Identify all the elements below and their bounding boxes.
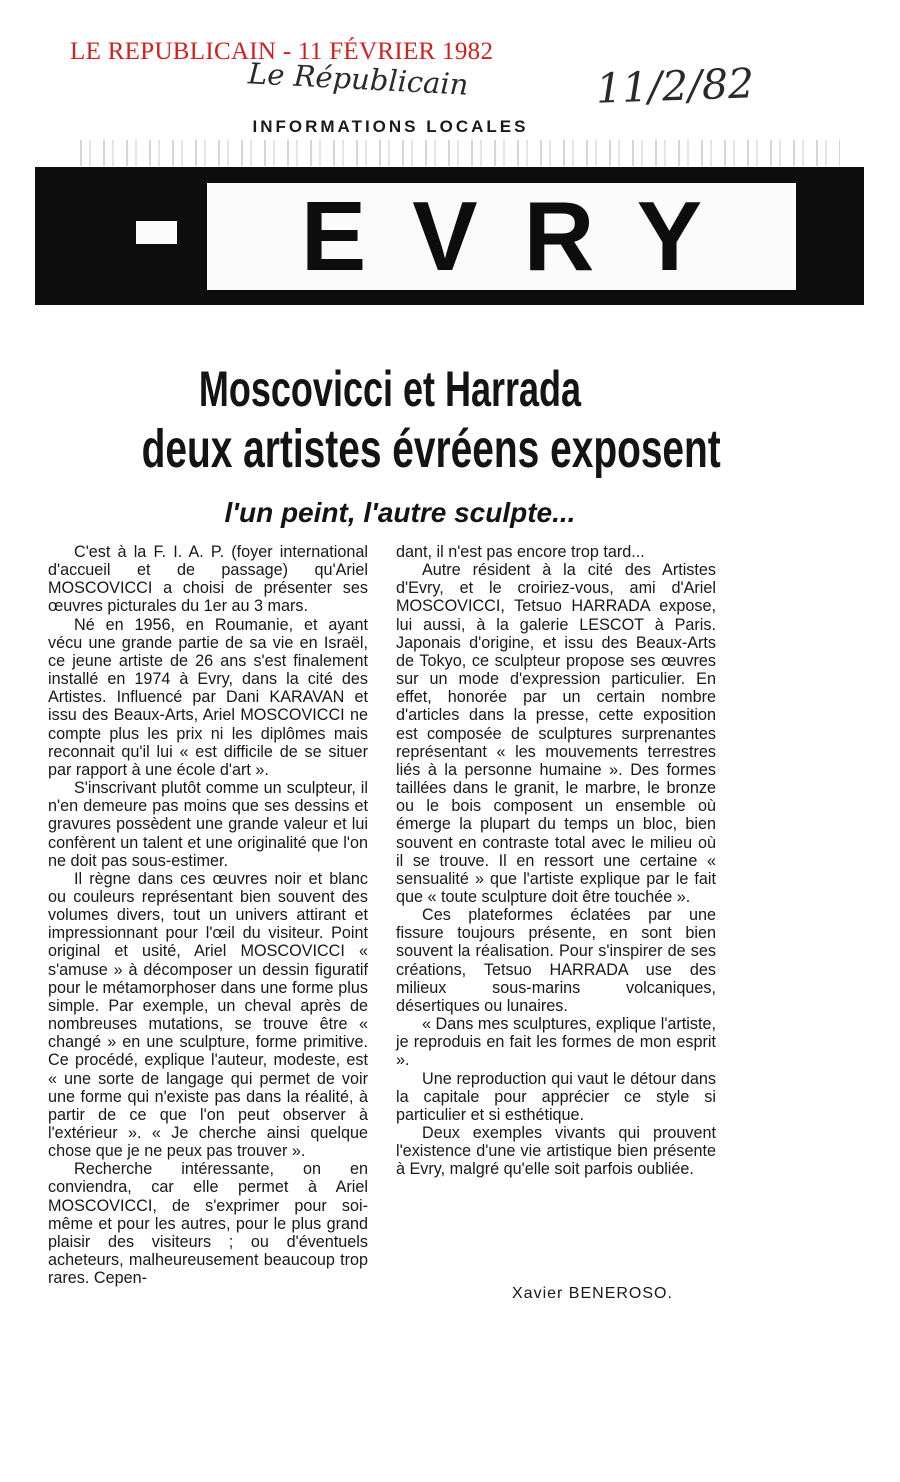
kicker-subtitle: l'un peint, l'autre sculpte...	[224, 497, 576, 528]
masthead-tick-mark	[136, 221, 177, 244]
print-speckle-texture	[80, 140, 840, 166]
paragraph: Il règne dans ces œuvres noir et blanc ou couleurs représentant bien souvent des volumes divers, tout un univers attirant et impressionnant pour l'œil du visiteur. Point original et usité, Ariel MOSCOVICCI « s'amuse » à décomposer un dessin figuratif pour le métamorphoser dans une forme plus simple. Par exemple, un cheval après de nombreuses mutations, se trouve être « changé » en une sculpture, forme primitive. Ce procédé, explique l'auteur, modeste, est « une sorte de langage qui permet de voir une forme qui n'existe pas dans la réalité, à partir de ce que l'on peut observer à l'extérieur ». « Je cherche ainsi quelque chose que je ne peux pas trouver ».	[48, 869, 368, 1161]
source-caption: LE REPUBLICAIN - 11 FÉVRIER 1982	[70, 38, 494, 65]
handwritten-newspaper-note: Le Républicain	[247, 56, 470, 102]
paragraph: Recherche intéressante, on en conviendra, car elle permet à Ariel MOSCOVICCI, de s'exprimer pour soi-même et pour les autres, pour le plus grand plaisir des visiteurs ; ou d'éventuels acheteurs, malheureusement beaucoup trop rares. Cepen-	[48, 1160, 368, 1288]
masthead-title: EVRY	[300, 181, 749, 291]
paragraph: C'est à la F. I. A. P. (foyer international d'accueil et de passage) qu'Ariel MOSCOVICCI a choisi de présenter ses œuvres picturales du 1er au 3 mars.	[48, 543, 368, 616]
paragraph: « Dans mes sculptures, explique l'artiste, je reproduis en fait les formes de mon esprit ».	[396, 1015, 716, 1070]
paragraph: Né en 1956, en Roumanie, et ayant vécu une grande partie de sa vie en Israël, ce jeune artiste de 26 ans s'est finalement installé en 1974 à Evry, dans la cité des Artistes. Influencé par Dani KARAVAN et issu des Beaux-Arts, Ariel MOSCOVICCI ne compte plus les prix ni les diplômes mais reconnait qu'il lui « est difficile de se situer par rapport à une école d'art ».	[48, 615, 368, 779]
article-column-left	[48, 543, 368, 1287]
paragraph: Autre résident à la cité des Artistes d'Evry, et le croiriez-vous, ami d'Ariel MOSCOVICCI, Tetsuo HARRADA expose, lui aussi, à la galerie LESCOT à Paris. Japonais d'origine, et issu des Beaux-Arts de Tokyo, ce sculpteur propose ses œuvres sur un mode d'expression particulier. En effet, honorée par un certain nombre d'articles dans la presse, cette exposition est composée de sculptures surprenantes représentant « les mouvements terrestres liés à la personne humaine ». Des formes taillées dans le granit, le marbre, le bronze ou le bois composent un ensemble où émerge la plupart du temps un bloc, bien souvent en contraste total avec le milieu où il se trouve. Il en ressort une certaine « sensualité » que l'artiste explique par le fait que « toute sculpture doit être touchée ».	[396, 561, 716, 906]
paragraph: S'inscrivant plutôt comme un sculpteur, il n'en demeure pas moins que ses dessins et gravures possèdent une grande valeur et lui confèrent un talent et une originalité que l'on ne doit pas sous-estimer.	[48, 779, 368, 870]
byline: Xavier BENEROSO.	[512, 1285, 673, 1302]
article-column-right	[396, 543, 716, 1178]
paragraph-continuation: dant, il n'est pas encore trop tard...	[396, 543, 645, 561]
paragraph: Deux exemples vivants qui prouvent l'existence d'une vie artistique bien présente à Evry, malgré qu'elle soit parfois oubliée.	[396, 1124, 716, 1179]
section-label: INFORMATIONS LOCALES	[252, 117, 529, 136]
handwritten-date-note: 11/2/82	[595, 59, 755, 113]
paragraph: Une reproduction qui vaut le détour dans la capitale pour apprécier ce style si particulier et si esthétique.	[396, 1069, 716, 1124]
headline-line-1: Moscovicci et Harrada	[198, 361, 582, 417]
paragraph: Ces plateformes éclatées par une fissure toujours présente, en sont bien souvent la réalisation. Pour s'inspirer de ses créations, Tetsuo HARRADA use des milieux sous-marins volcaniques, désertiques ou lunaires.	[396, 906, 716, 1015]
headline-line-2: deux artistes évréens exposent	[141, 419, 721, 479]
